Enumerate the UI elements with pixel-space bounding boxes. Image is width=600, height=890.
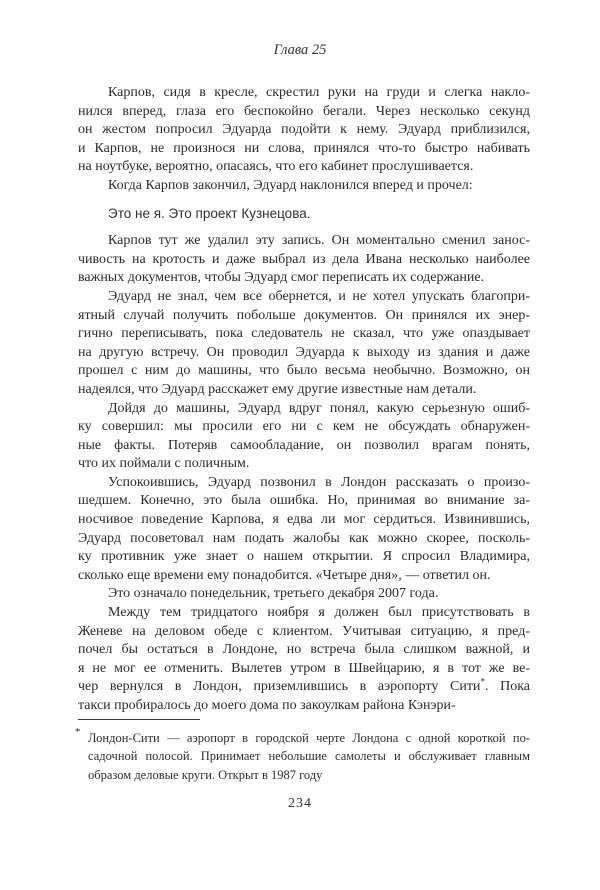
typed-message-paragraph: [78, 205, 530, 224]
paragraph: [78, 232, 530, 288]
body-line: я не мог ее отменить. Вылетев утром в Швейцарию, я в тот же ве-: [78, 660, 530, 676]
body-line: Это не я. Это проект Кузнецова.: [108, 205, 311, 221]
footnote-lines: [88, 729, 530, 784]
body-line: на другую встречу. Он проводил Эдуарда к выходу из здания и даже: [78, 344, 530, 360]
body-line: Дойдя до машины, Эдуард вдруг понял, какую серьезную ошиб-: [108, 400, 530, 416]
body-line: почел бы остаться в Лондоне, но встреча была слишком важной, и: [78, 642, 530, 658]
body-text: [78, 84, 530, 716]
body-line: носчивое поведение Карпова, я едва ли мог сердиться. Извинившись,: [78, 512, 530, 528]
body-line: что их поймали с поличным.: [78, 456, 250, 472]
page-number: 234: [288, 796, 312, 811]
body-line: ку противник уже знает о нашем открытии. Я спросил Владимира,: [78, 549, 530, 565]
body-line: Между тем тридцатого ноября я должен был присутствовать в: [108, 605, 530, 621]
body-line: прошел с ним до машины, что было весьма необычно. Возможно, он: [78, 363, 530, 379]
body-line: нился вперед, глаза его беспокойно бегали. Через несколько секунд: [78, 103, 530, 119]
body-line: Когда Карпов закончил, Эдуард наклонился вперед и прочел:: [108, 177, 473, 193]
footnote-line: образом деловые круги. Открыт в 1987 году: [88, 767, 323, 782]
paragraph: [78, 177, 530, 196]
body-line: Это означало понедельник, третьего декабря 2007 года.: [108, 586, 439, 602]
footnote-line: Лондон-Сити — аэропорт в городской черте Лондона с одной короткой по-: [88, 731, 530, 745]
chapter-header: Глава 25: [273, 42, 327, 58]
paragraph: [78, 84, 530, 177]
paragraph: [78, 400, 530, 474]
body-line: Женеве на деловом обеде с клиентом. Учитывая ситуацию, я пред-: [78, 623, 530, 639]
body-line: Карпов, сидя в кресле, скрестил руки на груди и слегка накло-: [108, 85, 530, 100]
body-line: и Карпов, не произнося ни слова, принялся что-то быстро набивать: [78, 140, 530, 156]
footnote-asterisk-marker: *: [75, 726, 81, 738]
body-line: Карпов тут же удалил эту запись. Он моментально сменил занос-: [108, 233, 530, 249]
footnote-separator: [78, 719, 200, 720]
body-line: такси пробиралось до моего дома по закоулкам района Кэнэри-: [78, 698, 456, 713]
body-line: чер вернулся в Лондон, приземлившись в аэропорту Сити*. Пока: [78, 678, 530, 695]
body-line: ку совершил: мы просили его ни с кем не обсуждать обнаружен-: [78, 419, 530, 435]
body-line: гично переписывать, пока следователь не сказал, что уже опаздывает: [78, 326, 530, 342]
body-line: сколько еще времени ему понадобится. «Четыре дня», — ответил он.: [78, 567, 491, 583]
body-line: Эдуард посоветовал нам подать жалобы как можно скорее, посколь-: [78, 530, 530, 546]
body-line: чивость на кротость и даже выбрал из дела Ивана несколько наиболее: [78, 251, 530, 267]
paragraph: [78, 604, 530, 716]
footnote: [75, 726, 530, 784]
body-line: шедшем. Конечно, это была ошибка. Но, принимая во внимание за-: [78, 493, 530, 509]
body-line: ятный случай получить побольше документов. Он принялся их энер-: [78, 307, 530, 323]
paragraph: [78, 585, 530, 604]
footnote-reference-asterisk: *: [480, 678, 485, 687]
footnote-line: садочной полосой. Принимает небольшие самолеты и обслуживает главным: [88, 749, 530, 764]
body-line: на ноутбуке, вероятно, опасаясь, что его кабинет прослушивается.: [78, 159, 474, 175]
body-line: Эдуард не знал, чем все обернется, и не хотел упускать благопри-: [108, 288, 530, 304]
body-line: надеялся, что Эдуард расскажет ему другие известные нам детали.: [78, 381, 477, 397]
body-line: он жестом попросил Эдуарда подойти к нему. Эдуард приблизился,: [78, 122, 530, 138]
paragraph: [78, 288, 530, 400]
body-line: Успокоившись, Эдуард позвонил в Лондон рассказать о произо-: [108, 474, 530, 490]
body-line: важных документов, чтобы Эдуард смог переписать их содержание.: [78, 270, 485, 286]
body-line: ные факты. Потеряв самообладание, он позволил врагам понять,: [78, 437, 530, 453]
paragraph: [78, 474, 530, 586]
